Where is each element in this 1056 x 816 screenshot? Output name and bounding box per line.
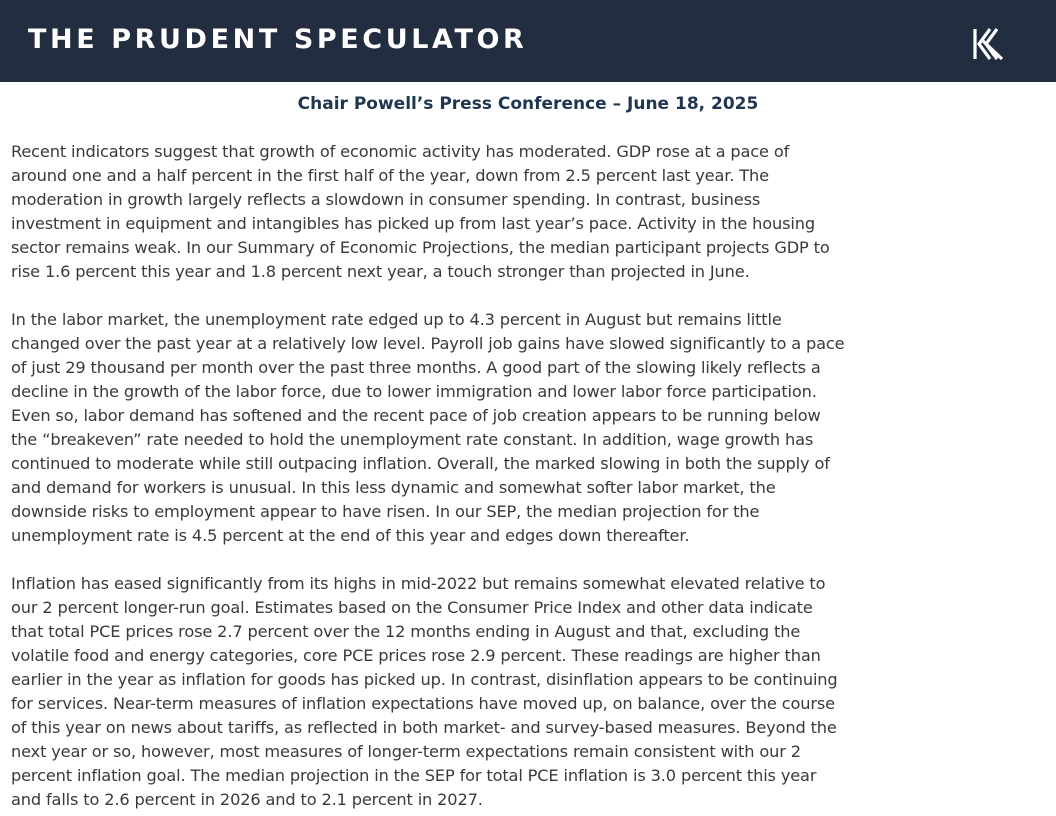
text-line: around one and a half percent in the first half of the year, down from 2.5 percent last year. The	[11, 166, 769, 185]
text-line: moderation in growth largely reflects a slowdown in consumer spending. In contrast, business	[11, 190, 761, 209]
text-line: decline in the growth of the labor force, due to lower immigration and lower labor force participation.	[11, 382, 817, 401]
text-line: downside risks to employment appear to have risen. In our SEP, the median projection for the	[11, 502, 760, 521]
text-line: and falls to 2.6 percent in 2026 and to 2.1 percent in 2027.	[11, 790, 483, 809]
text-line: sector remains weak. In our Summary of Economic Projections, the median participant projects GDP to	[11, 238, 830, 257]
text-line: unemployment rate is 4.5 percent at the end of this year and edges down thereafter.	[11, 526, 690, 545]
text-line: of this year on news about tariffs, as reflected in both market- and survey-based measures. Beyond the	[11, 718, 837, 737]
text-line: of just 29 thousand per month over the past three months. A good part of the slowing likely reflects a	[11, 358, 821, 377]
kovitz-logo-icon	[970, 26, 1004, 62]
text-line: Recent indicators suggest that growth of economic activity has moderated. GDP rose at a pace of	[11, 142, 790, 161]
text-line: changed over the past year at a relatively low level. Payroll job gains have slowed significantly to a pace	[11, 334, 845, 353]
brand-name: THE PRUDENT SPECULATOR	[28, 24, 528, 55]
paragraph-labor-market	[11, 308, 1051, 548]
text-line: earlier in the year as inflation for goods has picked up. In contrast, disinflation appears to be continuing	[11, 670, 838, 689]
text-line: for services. Near-term measures of inflation expectations have moved up, on balance, over the course	[11, 694, 835, 713]
paragraph-inflation	[11, 572, 1051, 812]
text-line: continued to moderate while still outpacing inflation. Overall, the marked slowing in both the supply of	[11, 454, 830, 473]
text-line: rise 1.6 percent this year and 1.8 percent next year, a touch stronger than projected in June.	[11, 262, 750, 281]
document-title: Chair Powell’s Press Conference – June 18, 2025	[297, 94, 759, 114]
text-line: next year or so, however, most measures of longer-term expectations remain consistent with our 2	[11, 742, 801, 761]
header-banner	[0, 0, 1056, 82]
text-line: that total PCE prices rose 2.7 percent over the 12 months ending in August and that, excluding the	[11, 622, 801, 641]
text-line: the “breakeven” rate needed to hold the unemployment rate constant. In addition, wage growth has	[11, 430, 814, 449]
document-body	[11, 140, 1051, 816]
text-line: Even so, labor demand has softened and the recent pace of job creation appears to be running below	[11, 406, 821, 425]
text-line: percent inflation goal. The median projection in the SEP for total PCE inflation is 3.0 percent this year	[11, 766, 817, 785]
text-line: Inflation has eased significantly from its highs in mid-2022 but remains somewhat elevated relative to	[11, 574, 826, 593]
text-line: investment in equipment and intangibles has picked up from last year’s pace. Activity in the housing	[11, 214, 815, 233]
paragraph-economic-activity	[11, 140, 1051, 284]
text-line: our 2 percent longer-run goal. Estimates based on the Consumer Price Index and other data indicate	[11, 598, 813, 617]
text-line: and demand for workers is unusual. In this less dynamic and somewhat softer labor market, the	[11, 478, 776, 497]
text-line: In the labor market, the unemployment rate edged up to 4.3 percent in August but remains little	[11, 310, 782, 329]
text-line: volatile food and energy categories, core PCE prices rose 2.9 percent. These readings are higher than	[11, 646, 821, 665]
